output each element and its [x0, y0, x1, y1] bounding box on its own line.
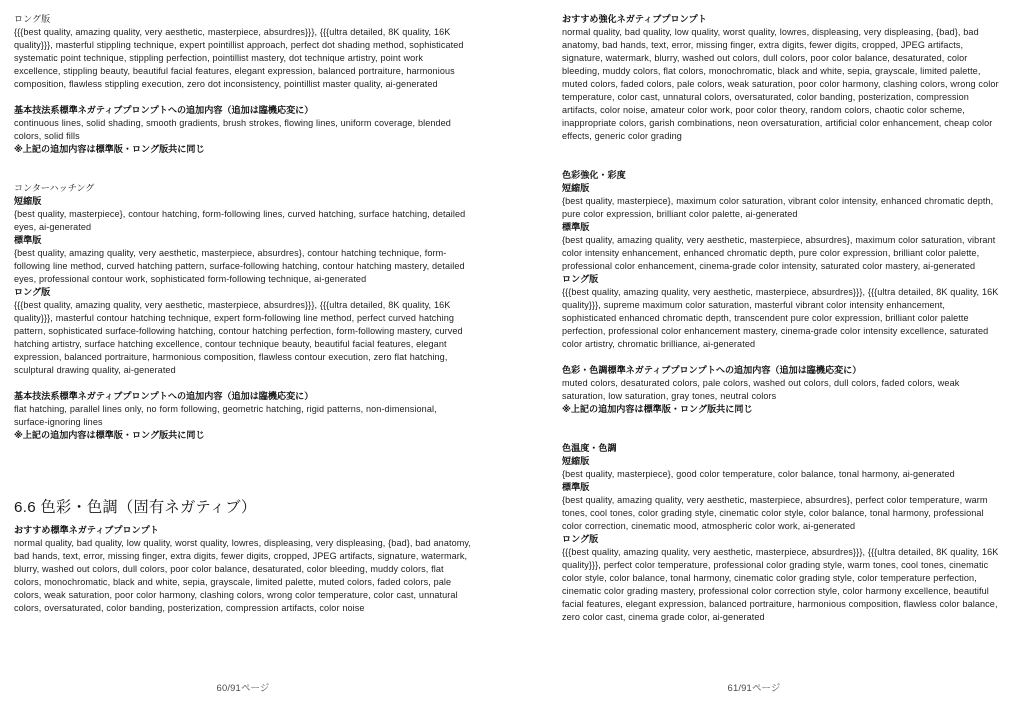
- section-title-6-6: 6.6 色彩・色調（固有ネガティブ）: [14, 499, 257, 516]
- saturation-long-text: {{{best quality, amazing quality, very aesthetic, masterpiece, absurdres}}}, {{{ultra detailed, 8K quality, 16K quality}}}, supreme maximum color saturation, masterful vibrant color intensity enhancement, sophisticated enhanced chromatic depth, transcendent pure color expression, brilliant color palette perfection, professional color enhancement mastery, cinema-grade color intensity excellence, saturated color artistry, chromatic brilliance, ai-generated: [562, 287, 999, 349]
- temperature-standard-label: 標準版: [562, 482, 590, 492]
- basic-addition-heading-2: 基本技法系標準ネガティブプロンプトへの追加内容（追加は臨機応変に）: [14, 391, 314, 401]
- recommended-enhanced-text: normal quality, bad quality, low quality, worst quality, lowres, displeasing, very displeasing, {bad}, bad anatomy, bad hands, text, error, missing finger, extra digits, fewer digits, cropped, JPEG artifacts, signature, watermark, blurry, washed out colors, dull colors, poor color balance, desaturated, color bleeding, muddy colors, flat colors, monochromatic, black and white, sepia, grayscale, limited palette, muted colors, faded colors, pale colors, weak saturation, poor color harmony, clashing colors, wrong color temperature, color cast, unnatural colors, oversaturated, color banding, posterization, compression artifacts, color noise, amateur color work, poor color theory, random colors, chaotic color scheme, inappropriate colors, garish combinations, neon oversaturation, artificial color enhancement, cheap color effects, generic color grading: [562, 27, 999, 141]
- temperature-short-text: {best quality, masterpiece}, good color temperature, color balance, tonal harmony, ai-generated: [562, 469, 955, 479]
- contour-long-label: ロング版: [14, 287, 51, 297]
- spacer: [562, 416, 1002, 442]
- color-addition-note: ※上記の追加内容は標準版・ロング版共に同じ: [562, 404, 753, 414]
- recommended-standard-heading: おすすめ標準ネガティブプロンプト: [14, 525, 159, 535]
- saturation-short-text: {best quality, masterpiece}, maximum color saturation, vibrant color intensity, enhanced chromatic depth, pure color expression, brilliant color palette, ai-generated: [562, 196, 994, 219]
- spacer: [14, 156, 472, 182]
- contour-long-text: {{{best quality, amazing quality, very aesthetic, masterpiece, absurdres}}}, {{{ultra detailed, 8K quality, 16K quality}}}, masterful contour hatching technique, expert form-following line method, perfect curved hatching pattern, sophisticated surface-following hatching, contour hatching perfection, form-following mastery, curved hatching artistry, surface hatching excellence, contour technique beauty, beautiful facial features, elegant expression, balanced portraiture, harmonious composition, flawless contour execution, zero flat hatching, sculptural drawing quality, ai-generated: [14, 300, 463, 375]
- basic-addition-note-1: ※上記の追加内容は標準版・ロング版共に同じ: [14, 144, 205, 154]
- spacer: [14, 442, 472, 498]
- stippling-long-text: {{{best quality, amazing quality, very aesthetic, masterpiece, absurdres}}}, {{{ultra detailed, 8K quality, 16K quality}}}, masterful stippling technique, expert pointillist approach, perfect dot shading method, sophisticated systematic point technique, stippling perfection, pointillist mastery, dot technique artistry, point work excellence, stippling beauty, beautiful facial features, elegant expression, balanced portraiture, harmonious composition, flawless stippling execution, zero dot inconsistency, pointillist master quality, ai-generated: [14, 27, 464, 89]
- temperature-short-label: 短縮版: [562, 456, 590, 466]
- contour-standard-text: {best quality, amazing quality, very aesthetic, masterpiece, absurdres}, contour hatching technique, form-following line method, curved hatching pattern, surface-following hatching, contour hatching mastery, detailed eyes, professional contour work, sophisticated form-following technique, ai-generated: [14, 248, 465, 284]
- temperature-title: 色温度・色調: [562, 443, 617, 453]
- saturation-short-label: 短縮版: [562, 183, 590, 193]
- stippling-long-label: ロング版: [14, 14, 51, 24]
- page-number-right: 61/91ページ: [727, 682, 781, 693]
- spacer: [14, 377, 472, 390]
- recommended-enhanced-heading: おすすめ強化ネガティブプロンプト: [562, 14, 707, 24]
- saturation-long-label: ロング版: [562, 274, 599, 284]
- saturation-standard-text: {best quality, amazing quality, very aesthetic, masterpiece, absurdres}, maximum color saturation, vibrant color intensity enhancement, enhanced chromatic depth, pure color expression, brilliant color palette, professional color enhancement, cinema-grade color intensity, saturated color mastery, ai-generated: [562, 235, 996, 271]
- contour-short-label: 短縮版: [14, 196, 42, 206]
- saturation-standard-label: 標準版: [562, 222, 590, 232]
- spacer: [562, 351, 1002, 364]
- spacer: [14, 91, 472, 104]
- basic-addition-text-2: flat hatching, parallel lines only, no form following, geometric hatching, rigid patterns, non-dimensional, surface-ignoring lines: [14, 404, 437, 427]
- contour-standard-label: 標準版: [14, 235, 42, 245]
- temperature-standard-text: {best quality, amazing quality, very aesthetic, masterpiece, absurdres}, perfect color temperature, warm tones, cool tones, color grading style, cinematic color style, color balance, tonal harmony, professional color correction, cinematic mood, atmospheric color work, ai-generated: [562, 495, 988, 531]
- basic-addition-heading-1: 基本技法系標準ネガティブプロンプトへの追加内容（追加は臨機応変に）: [14, 105, 314, 115]
- spacer: [562, 143, 1002, 169]
- saturation-title: 色彩強化・彩度: [562, 170, 626, 180]
- color-addition-heading: 色彩・色調標準ネガティブプロンプトへの追加内容（追加は臨機応変に）: [562, 365, 862, 375]
- recommended-standard-text: normal quality, bad quality, low quality, worst quality, lowres, displeasing, very displeasing, {bad}, bad anatomy, bad hands, text, error, missing finger, extra digits, fewer digits, cropped, JPEG artifacts, signature, watermark, blurry, washed out colors, dull colors, poor color balance, desaturated, color bleeding, muddy colors, flat colors, monochromatic, black and white, sepia, grayscale, limited palette, muted colors, faded colors, pale colors, weak saturation, poor color harmony, clashing colors, wrong color temperature, color cast, unnatural colors, oversaturated, color banding, posterization, compression artifacts, color noise: [14, 538, 471, 613]
- page-number-left: 60/91ページ: [216, 682, 270, 693]
- page-right: [512, 0, 1024, 712]
- contour-short-text: {best quality, masterpiece}, contour hatching, form-following lines, curved hatching, surface hatching, detailed eyes, ai-generated: [14, 209, 466, 232]
- color-addition-text: muted colors, desaturated colors, pale colors, washed out colors, dull colors, faded colors, weak saturation, low saturation, gray tones, neutral colors: [562, 378, 960, 401]
- temperature-long-label: ロング版: [562, 534, 599, 544]
- temperature-long-text: {{{best quality, amazing quality, very aesthetic, masterpiece, absurdres}}}, {{{ultra detailed, 8K quality, 16K quality}}}, perfect color temperature, professional color grading style, warm tones, cool tones, cinematic color style, color balance, tonal harmony, cinematic color grading style, color temperature perfection, cinematic color grading mastery, professional color correction style, color harmony excellence, beautiful facial features, elegant expression, balanced portraiture, harmonious composition, flawless color balance, zero color cast, cinema grade color, ai-generated: [562, 547, 999, 622]
- basic-addition-text-1: continuous lines, solid shading, smooth gradients, brush strokes, flowing lines, uniform coverage, blended colors, solid fills: [14, 118, 451, 141]
- contour-hatching-title: コンターハッチング: [14, 183, 95, 193]
- basic-addition-note-2: ※上記の追加内容は標準版・ロング版共に同じ: [14, 430, 205, 440]
